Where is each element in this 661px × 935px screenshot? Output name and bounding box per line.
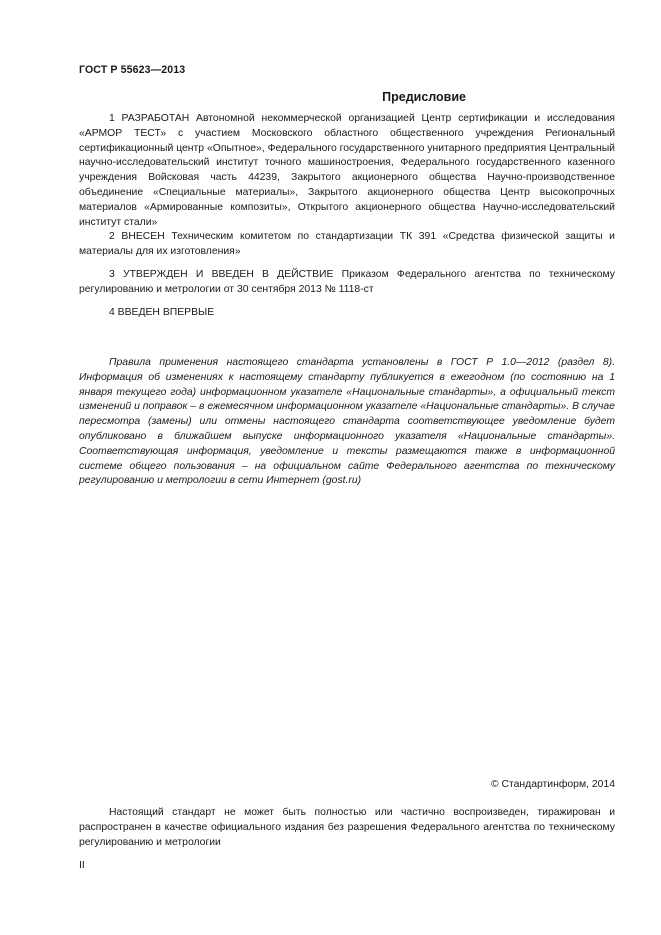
section-first-introduced [79, 306, 615, 321]
application-rules-note [79, 356, 615, 489]
section-3-text: 3 УТВЕРЖДЕН И ВВЕДЕН В ДЕЙСТВИЕ Приказом Федерального агентства по техническому регулированию и метрологии от 30 сентября 2013 № 1118-ст [79, 269, 615, 295]
page-number: II [79, 860, 85, 871]
section-1-text: 1 РАЗРАБОТАН Автономной некоммерческой организацией Центр сертификации и исследования «АРМОР ТЕСТ» с участием Московского областного общественного учреждения Региональный сертификационный центр «Опытное», Федерального государственного унитарного предприятия Центральный научно-исследовательский институт точного машиностроения, Федерального государственного казенного учреждения Войсковая часть 44239, Закрытого акционерного общества Научно-производственное объединение «Специальные материалы», Закрытого акционерного общества Центр высокопрочных материалов «Армированные композиты», Открытого акционерного общества Научно-исследовательский институт стали» [79, 113, 615, 228]
section-approved [79, 268, 615, 298]
section-4-text: 4 ВВЕДЕН ВПЕРВЫЕ [109, 307, 215, 318]
section-2-text: 2 ВНЕСЕН Техническим комитетом по стандартизации ТК 391 «Средства физической защиты и материалы для их изготовления» [79, 231, 615, 257]
copyright-line: © Стандартинформ, 2014 [490, 779, 615, 790]
note-text: Правила применения настоящего стандарта установлены в ГОСТ Р 1.0—2012 (раздел 8). Информация об изменениях к настоящему стандарту публикуется в ежегодном (по состоянию на 1 января текущего года) информационном указателе «Национальные стандарты», а официальный текст изменений и поправок – в ежемесячном информационном указателе «Национальные стандарты». В случае пересмотра (замены) или отмены настоящего стандарта соответствующее уведомление будет опубликовано в ближайшем выпуске информационного указателя «Национальные стандарты». Соответствующая информация, уведомление и тексты размещаются также в информационной системе общего пользования – на официальном сайте Федерального агентства по техническому регулированию и метрологии в сети Интернет (gost.ru) [79, 357, 615, 487]
section-developed [79, 112, 615, 230]
page-title-wrapper [79, 90, 614, 104]
standard-designation: ГОСТ Р 55623—2013 [79, 64, 186, 76]
section-introduced [79, 230, 615, 260]
notice-text: Настоящий стандарт не может быть полностью или частично воспроизведен, тиражирован и распространен в качестве официального издания без разрешения Федерального агентства по техническому регулированию и метрологии [79, 807, 615, 848]
page-title: Предисловие [382, 90, 466, 104]
reproduction-notice [79, 806, 615, 850]
